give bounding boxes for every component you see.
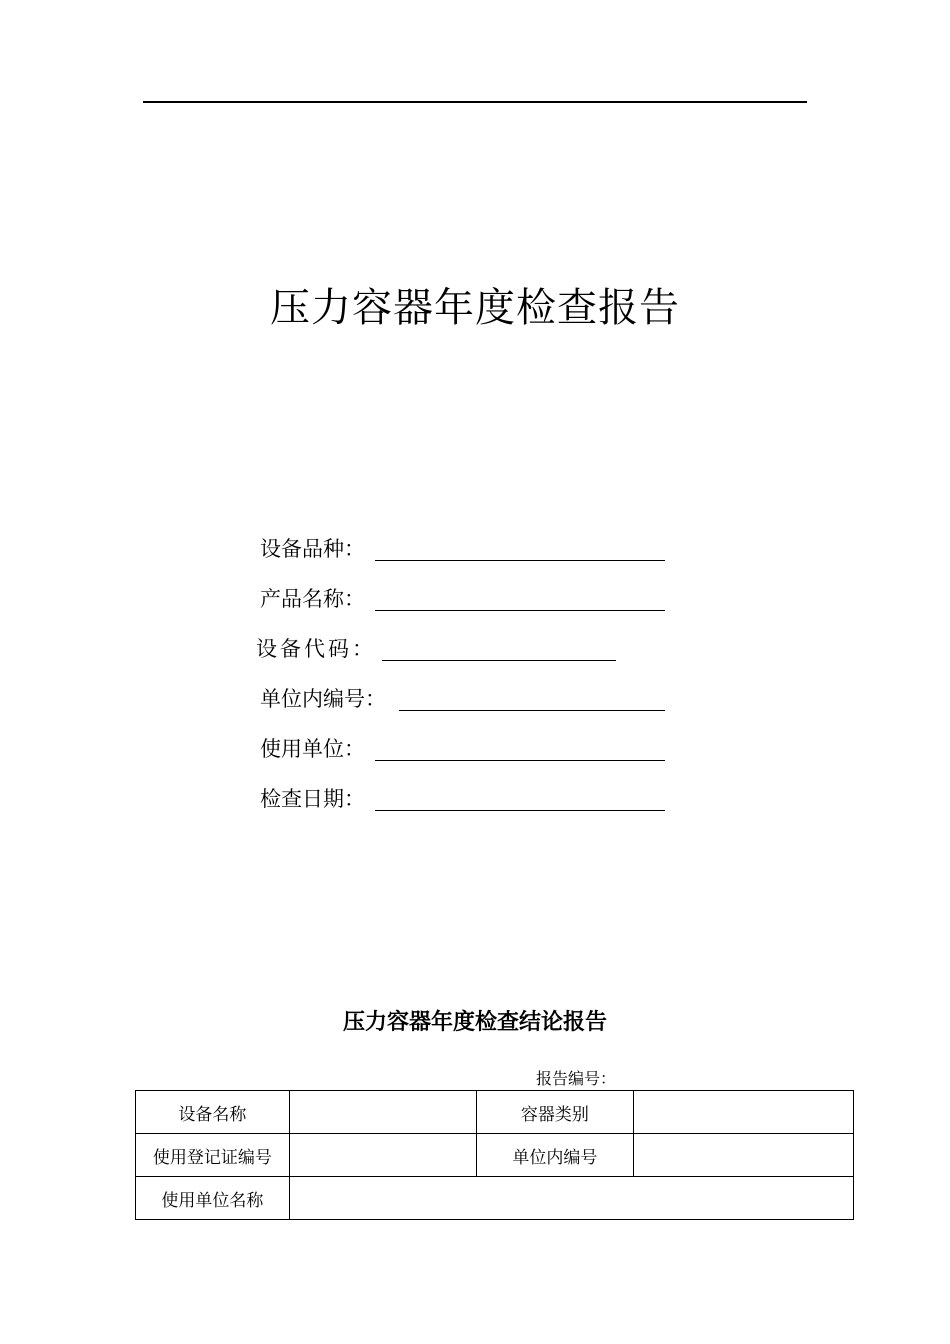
user-unit-name-label: 使用单位名称 bbox=[136, 1177, 290, 1220]
fill-line[interactable] bbox=[375, 534, 665, 561]
conclusion-table bbox=[135, 1090, 854, 1220]
table-row bbox=[136, 1177, 854, 1220]
page-title: 压力容器年度检查报告 bbox=[270, 285, 680, 331]
field-product-name bbox=[260, 584, 365, 614]
table-row bbox=[136, 1134, 854, 1177]
field-label: 检查日期： bbox=[260, 787, 365, 811]
vessel-category-label: 容器类别 bbox=[476, 1091, 634, 1134]
equipment-name-label: 设备名称 bbox=[136, 1091, 290, 1134]
conclusion-title: 压力容器年度检查结论报告 bbox=[342, 1010, 607, 1035]
field-user-unit bbox=[260, 734, 365, 764]
field-unit-internal-no bbox=[260, 684, 386, 714]
fill-line[interactable] bbox=[375, 584, 665, 611]
equipment-name-value[interactable] bbox=[289, 1091, 476, 1134]
field-equipment-type bbox=[260, 534, 365, 564]
fill-line[interactable] bbox=[399, 684, 665, 711]
unit-internal-no-value[interactable] bbox=[634, 1134, 854, 1177]
report-number-label: 报告编号： bbox=[536, 1069, 617, 1088]
header-rule bbox=[143, 101, 807, 103]
fill-line[interactable] bbox=[382, 634, 616, 661]
user-unit-name-value[interactable] bbox=[289, 1177, 853, 1220]
field-equipment-code bbox=[256, 634, 376, 664]
field-label: 设备品种： bbox=[260, 537, 365, 561]
field-label: 设备代码： bbox=[256, 637, 376, 661]
field-label: 单位内编号： bbox=[260, 687, 386, 711]
registration-no-value[interactable] bbox=[289, 1134, 476, 1177]
vessel-category-value[interactable] bbox=[634, 1091, 854, 1134]
table-row bbox=[136, 1091, 854, 1134]
fill-line[interactable] bbox=[375, 784, 665, 811]
field-label: 使用单位： bbox=[260, 737, 365, 761]
field-label: 产品名称： bbox=[260, 587, 365, 611]
registration-no-label: 使用登记证编号 bbox=[136, 1134, 290, 1177]
unit-internal-no-label: 单位内编号 bbox=[476, 1134, 634, 1177]
fill-line[interactable] bbox=[375, 734, 665, 761]
field-inspection-date bbox=[260, 784, 365, 814]
